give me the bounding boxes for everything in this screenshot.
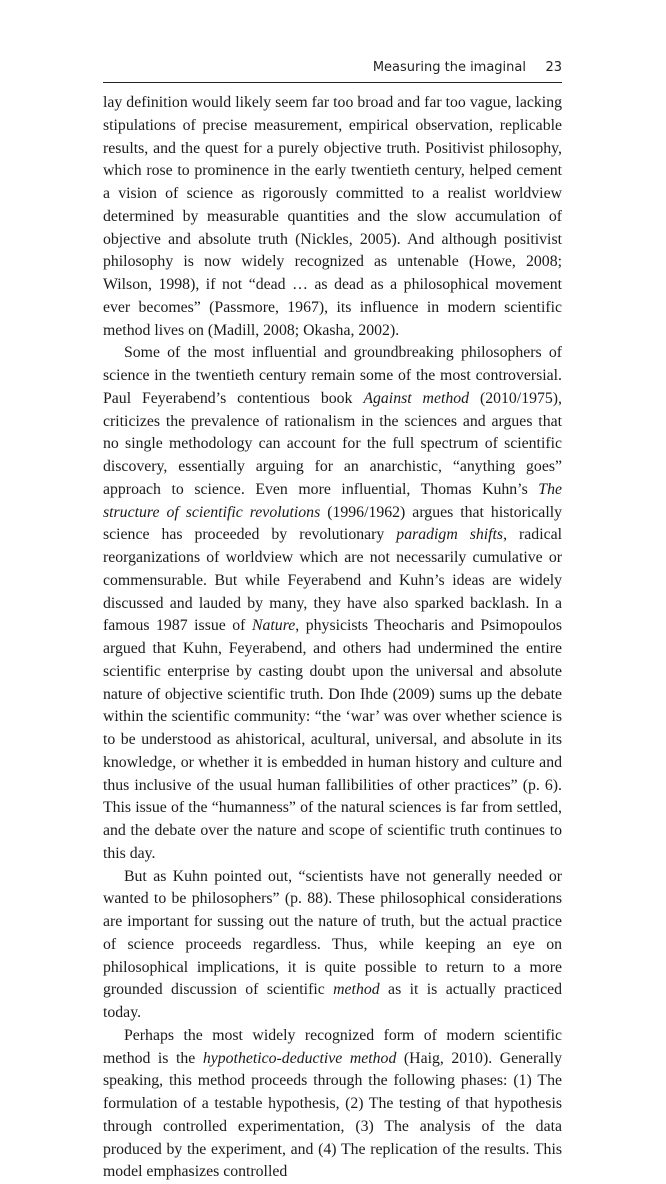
paragraph (103, 1025, 562, 1184)
text-run: (1996/1962) argues that historically science has proceeded by revolutionary (103, 503, 562, 544)
paragraph (103, 92, 562, 342)
text-run: (2010/1975), criticizes the prevalence of rationalism in the sciences and argues that no single methodology can account for the full spectrum of scientific discovery, essentially arguing for an anarchistic, “anything goes” approach to science. Even more influential, Thomas Kuhn’s (103, 389, 562, 498)
text-run: , physicists Theocharis and Psimopoulos argued that Kuhn, Feyerabend, and others had undermined the entire scientific enterprise by casting doubt upon the universal and absolute nature of objective scientific truth. Don Ihde (2009) sums up the debate within the scientific community: “the ‘war’ was over whether science is to be understood as ahistorical, acultural, universal, and absolute in its knowledge, or whether it is embedded in human history and culture and thus inclusive of the usual human fallibilities of other practices” (p. 6). This issue of the “humanness” of the natural sciences is far from settled, and the debate over the nature and scope of scientific truth continues to this day. (103, 617, 562, 862)
text-run: But as Kuhn pointed out, “scientists have not generally needed or wanted to be philosophers” (p. 88). These philosophical considerations are important for sussing out the nature of truth, but the actual practice of science proceeds regardless. Thus, while keeping an eye on philosophical implications, it is quite possible to return to a more grounded discussion of scientific (103, 867, 562, 999)
text-run: as it is actually practiced today. (103, 981, 562, 1021)
page-number: 23 (545, 60, 562, 75)
text-run: Perhaps the most widely recognized form of modern scientific method is the (103, 1026, 562, 1067)
italic-text: Against method (363, 389, 470, 407)
text-run: , radical reorganizations of worldview which are not necessarily cumulative or commensurable. But while Feyerabend and Kuhn’s ideas are widely discussed and lauded by many, they have also sparked backlash. In a famous 1987 issue of (103, 526, 563, 635)
text-run: (Haig, 2010). Generally speaking, this method proceeds through the following phases: (1) The formulation of a testable hypothesis, (2) The testing of that hypothesis through controlled experimentation, (3) The analysis of the data produced by the experiment, and (4) The replication of the results. This model emphasizes controlled (103, 1049, 562, 1181)
page-header (103, 52, 562, 83)
paragraph (103, 342, 562, 865)
italic-text: hypothetico-deductive method (202, 1049, 397, 1067)
text-run: Some of the most influential and groundbreaking philosophers of science in the twentieth century remain some of the most controversial. Paul Feyerabend’s contentious book (103, 344, 562, 407)
paragraph (103, 866, 562, 1025)
italic-text: paradigm shifts (396, 526, 504, 544)
italic-text: Nature (251, 617, 296, 635)
running-head: Measuring the imaginal (372, 60, 526, 75)
italic-text: The structure of scientific revolutions (103, 480, 562, 521)
text-run: lay definition would likely seem far too broad and far too vague, lacking stipulations of precise measurement, empirical observation, replicable results, and the quest for a purely objective truth. Positivist philosophy, which rose to prominence in the early twentieth century, helped cement a vision of science as rigorously committed to a realist worldview determined by measurable quantities and the slow accumulation of objective and absolute truth (Nickles, 2005). And although positivist philosophy is now widely recognized as untenable (Howe, 2008; Wilson, 1998), if not “dead … as dead as a philosophical movement ever becomes” (Passmore, 1967), its influence in modern scientific method lives on (Madill, 2008; Okasha, 2002). (103, 94, 562, 339)
italic-text: method (333, 981, 380, 999)
body-text (103, 92, 562, 1184)
